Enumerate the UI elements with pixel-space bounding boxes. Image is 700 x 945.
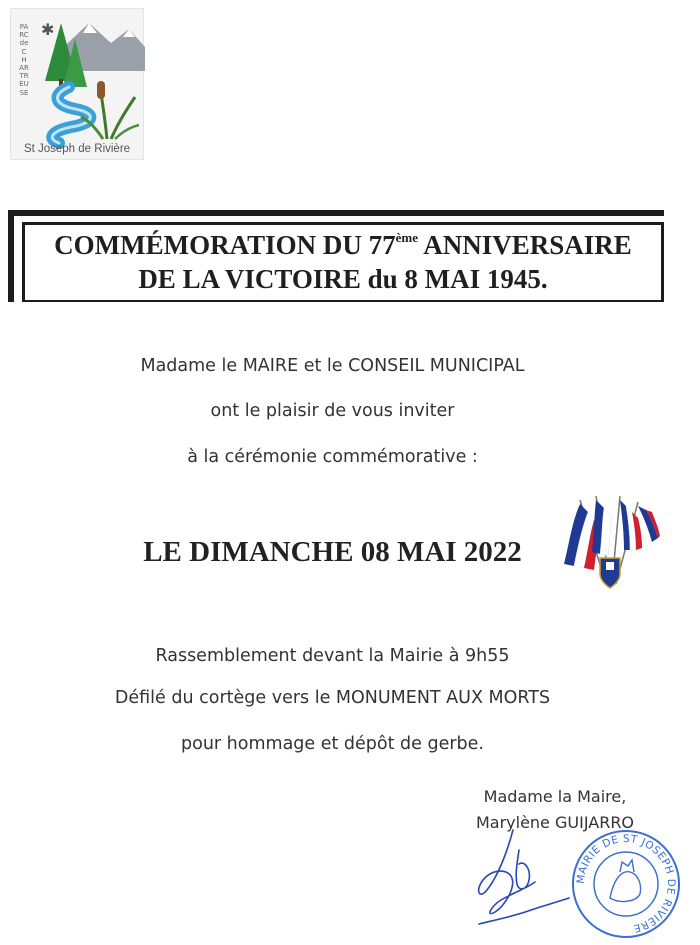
invitation-line-2: ont le plaisir de vous inviter — [210, 401, 455, 421]
handwritten-signature — [465, 820, 575, 944]
title-superscript: ème — [395, 230, 419, 245]
frame-right — [661, 222, 664, 302]
invitation-line-1: Madame le MAIRE et le CONSEIL MUNICIPAL — [140, 356, 525, 376]
frame-bottom — [22, 300, 664, 302]
signatory-title: Madame la Maire, — [483, 787, 627, 806]
title-frame — [8, 210, 664, 302]
frame-inner-top — [22, 222, 664, 225]
official-stamp — [570, 828, 682, 944]
title-line1-end: ANNIVERSAIRE — [418, 230, 632, 260]
program-line-1: Rassemblement devant la Mairie à 9h55 — [155, 646, 510, 666]
program-line-3: pour hommage et dépôt de gerbe. — [181, 734, 484, 754]
logo-illustration — [11, 9, 145, 161]
program-line-2: Défilé du cortège vers le MONUMENT AUX MORTS — [114, 688, 551, 708]
frame-bar-left — [8, 210, 14, 302]
logo-caption: St Joseph de Rivière — [23, 143, 131, 155]
title-line1-start: COMMÉMORATION DU 77 — [54, 230, 396, 260]
svg-text:MAIRIE DE ST JOSEPH DE RIVIÈRE — [575, 833, 677, 934]
title-line2: DE LA VICTOIRE du 8 MAI 1945. — [138, 264, 548, 294]
frame-bar-top — [8, 210, 664, 216]
event-date: LE DIMANCHE 08 MAI 2022 — [143, 536, 522, 568]
svg-text:✱: ✱ — [41, 20, 55, 39]
page-title — [28, 228, 658, 296]
signatory-name: Marylène GUIJARRO — [475, 813, 635, 832]
logo-vertical-text: PARC de CHARTREUSE — [19, 23, 29, 97]
municipal-logo — [10, 8, 144, 160]
frame-inner-left — [22, 222, 25, 302]
stamp-text: MAIRIE DE ST JOSEPH DE RIVIÈRE — [574, 832, 678, 935]
invitation-line-3: à la cérémonie commémorative : — [187, 447, 478, 467]
french-flags-icon — [560, 492, 660, 596]
